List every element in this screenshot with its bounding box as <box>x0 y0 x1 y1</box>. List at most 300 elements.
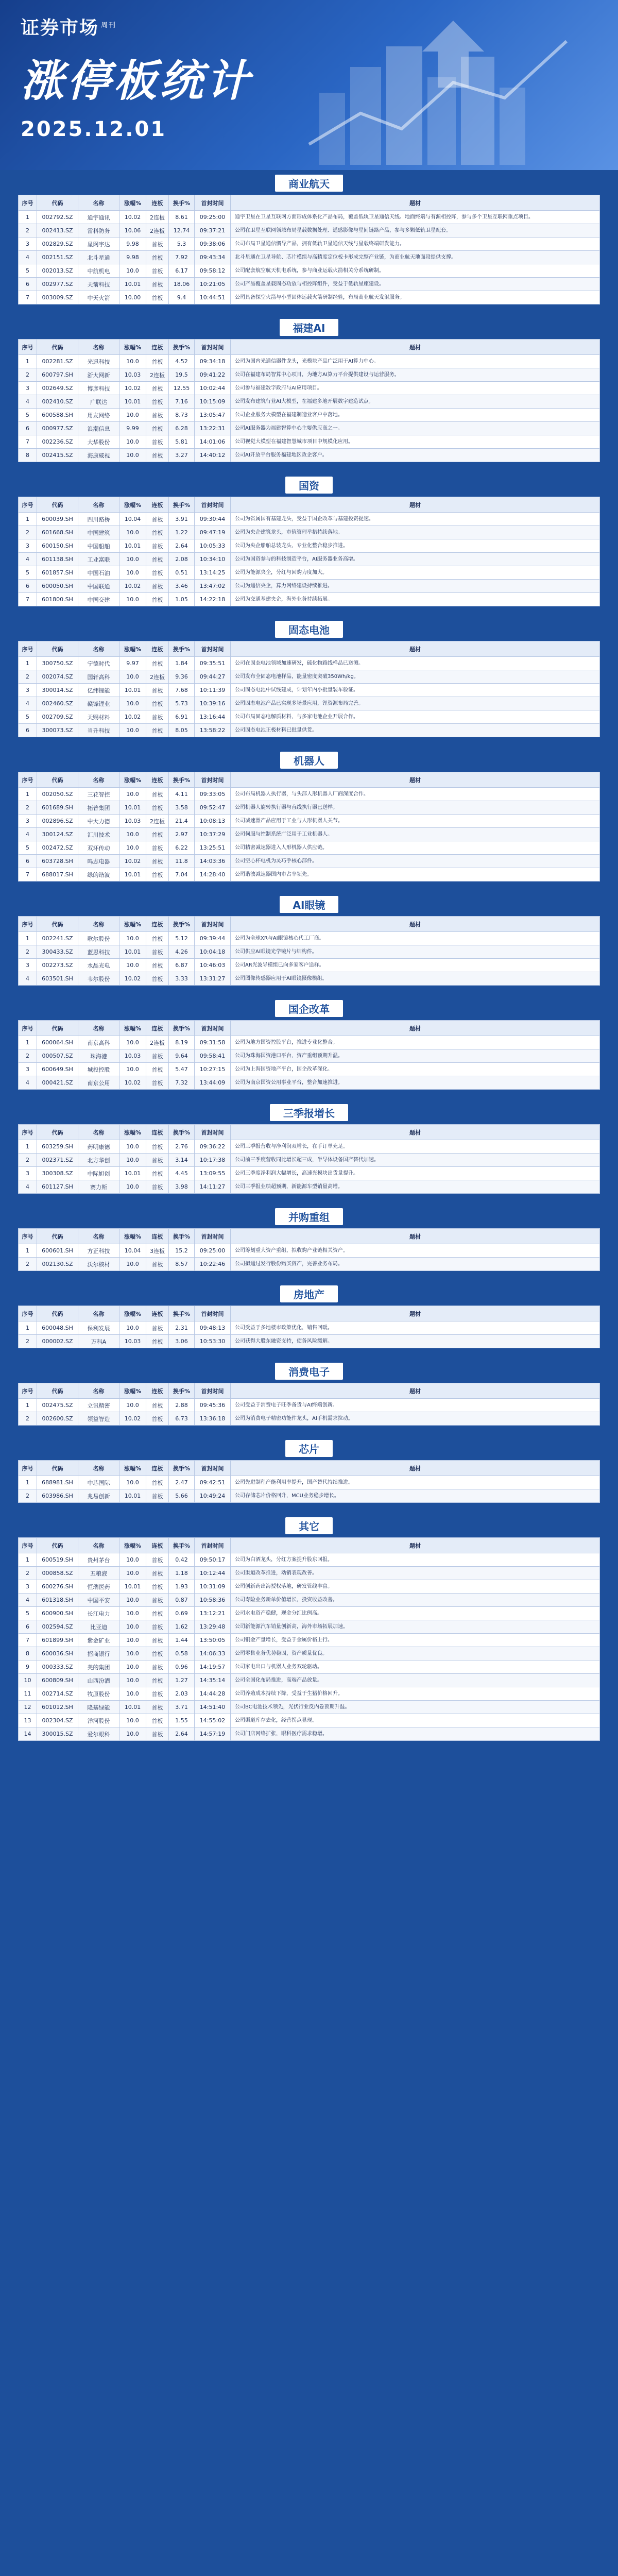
table-cell: 珠海港 <box>78 1049 119 1063</box>
reason-cell: 公司为地方国资控股平台，推进专业化整合。 <box>231 1036 600 1049</box>
reason-cell: 公司伺服与控制系统广泛用于工业机器人。 <box>231 828 600 841</box>
table-cell: 3.14 <box>169 1154 195 1167</box>
theme-section <box>16 1204 602 1273</box>
reason-cell: 公司水电资产稳健，现金分红比例高。 <box>231 1607 600 1620</box>
table-cell: 2连板 <box>146 1036 169 1049</box>
table-cell: 600064.SH <box>37 1036 78 1049</box>
limit-up-table <box>18 1124 600 1194</box>
table-cell: 2 <box>19 1154 37 1167</box>
table-row <box>19 801 600 815</box>
reason-cell: 公司配套航空航天机电系统，参与商业运载火箭相关分系统研制。 <box>231 264 600 278</box>
table-cell: 13:14:25 <box>195 566 231 580</box>
table-row <box>19 959 600 972</box>
column-header: 换手% <box>169 340 195 355</box>
table-cell: 09:25:00 <box>195 1244 231 1258</box>
table-cell: 1 <box>19 211 37 224</box>
table-cell: 09:39:44 <box>195 932 231 945</box>
reason-cell: 公司视觉大模型在福建智慧城市项目中规模化应用。 <box>231 435 600 449</box>
table-cell: 首板 <box>146 657 169 670</box>
limit-up-table <box>18 339 600 462</box>
table-cell: 10.02 <box>119 972 146 986</box>
table-cell: 蓝思科技 <box>78 945 119 959</box>
column-header: 代码 <box>37 195 78 211</box>
reason-cell: 公司产品覆盖星载固态功放与相控阵组件，受益于低轨星座建设。 <box>231 278 600 291</box>
reason-cell: 公司三季报营收与净利润双增长，在手订单充足。 <box>231 1140 600 1154</box>
table-cell: 10.0 <box>119 435 146 449</box>
limit-up-table <box>18 1460 600 1503</box>
table-cell: 4 <box>19 828 37 841</box>
reason-cell: 公司发布全固态电池样品，能量密度突破350Wh/kg。 <box>231 670 600 684</box>
table-cell: 10.0 <box>119 264 146 278</box>
table-row <box>19 395 600 409</box>
table-cell: 7 <box>19 593 37 606</box>
table-cell: 3.91 <box>169 513 195 526</box>
column-header: 首封时间 <box>195 1383 231 1399</box>
table-cell: 1 <box>19 788 37 801</box>
limit-up-table <box>18 641 600 737</box>
column-header: 涨幅% <box>119 1306 146 1321</box>
reason-cell: 公司为央企船舶总装龙头，专业化整合稳步推进。 <box>231 539 600 553</box>
reason-cell: 公司具备探空火箭与小型固体运载火箭研制经验，布局商业航天发射服务。 <box>231 291 600 304</box>
table-cell: 中际旭创 <box>78 1167 119 1180</box>
table-row <box>19 1674 600 1687</box>
table-cell: 首板 <box>146 382 169 395</box>
table-cell: 雷科防务 <box>78 224 119 238</box>
table-cell: 10:31:09 <box>195 1580 231 1594</box>
table-cell: 5 <box>19 1607 37 1620</box>
table-row <box>19 355 600 368</box>
table-cell: 8 <box>19 1647 37 1660</box>
table-cell: 2.31 <box>169 1321 195 1335</box>
table-cell: 300433.SZ <box>37 945 78 959</box>
reason-cell: 公司新能源汽车销量创新高，海外市场拓展加速。 <box>231 1620 600 1634</box>
table-cell: 09:25:00 <box>195 211 231 224</box>
table-cell: 广联达 <box>78 395 119 409</box>
table-cell: 1.84 <box>169 657 195 670</box>
table-cell: 赛力斯 <box>78 1180 119 1194</box>
table-cell: 002236.SZ <box>37 435 78 449</box>
column-header: 涨幅% <box>119 1538 146 1553</box>
table-cell: 5 <box>19 264 37 278</box>
table-cell: 3.46 <box>169 580 195 593</box>
reason-cell: 公司为交通基建央企，海外业务持续拓展。 <box>231 593 600 606</box>
table-cell: 14:35:14 <box>195 1674 231 1687</box>
table-cell: 2连板 <box>146 211 169 224</box>
table-cell: 11 <box>19 1687 37 1701</box>
table-cell: 5.12 <box>169 932 195 945</box>
reason-cell: 公司为全球XR与AI眼镜核心代工厂商。 <box>231 932 600 945</box>
table-cell: 首板 <box>146 1620 169 1634</box>
column-header: 代码 <box>37 1125 78 1140</box>
table-cell: 首板 <box>146 1076 169 1090</box>
table-cell: 10.0 <box>119 553 146 566</box>
table-cell: 10.03 <box>119 1049 146 1063</box>
table-cell: 首板 <box>146 841 169 855</box>
reason-cell: 公司为国内光通信器件龙头，光模块产品广泛用于AI算力中心。 <box>231 355 600 368</box>
table-cell: 09:50:17 <box>195 1553 231 1567</box>
table-cell: 8.05 <box>169 724 195 737</box>
table-cell: 星网宇达 <box>78 238 119 251</box>
table-cell: 002151.SZ <box>37 251 78 264</box>
table-cell: 002460.SZ <box>37 697 78 710</box>
reason-cell: 公司渠道改革推进，动销表现改善。 <box>231 1567 600 1580</box>
table-cell: 10.0 <box>119 1647 146 1660</box>
column-header: 名称 <box>78 1383 119 1399</box>
table-cell: 2.47 <box>169 1476 195 1489</box>
table-row <box>19 1476 600 1489</box>
table-cell: 10.0 <box>119 670 146 684</box>
table-cell: 7.32 <box>169 1076 195 1090</box>
table-cell: 14 <box>19 1727 37 1741</box>
table-cell: 2连板 <box>146 815 169 828</box>
table-cell: 09:38:06 <box>195 238 231 251</box>
table-cell: 600601.SH <box>37 1244 78 1258</box>
table-cell: 海康威视 <box>78 449 119 462</box>
table-cell: 6 <box>19 422 37 435</box>
column-header: 题材 <box>231 641 600 657</box>
reason-cell: 公司全国化布局推进，高端产品放量。 <box>231 1674 600 1687</box>
reason-cell: 公司布局卫星通信惯导产品，拥有低轨卫星通信天线与星载终端研发能力。 <box>231 238 600 251</box>
table-cell: 2.88 <box>169 1399 195 1412</box>
table-cell: 首板 <box>146 539 169 553</box>
table-row <box>19 670 600 684</box>
table-cell: 14:03:36 <box>195 855 231 868</box>
reason-cell: 公司企业服务大模型在福建制造业客户中落地。 <box>231 409 600 422</box>
reason-cell: 公司为南京国资公用事业平台，整合加速推进。 <box>231 1076 600 1090</box>
table-cell: 6 <box>19 278 37 291</box>
table-cell: 09:48:13 <box>195 1321 231 1335</box>
theme-section <box>16 747 602 883</box>
reason-cell: 公司固态电池产品已实现多场景应用，锂资源布局完善。 <box>231 697 600 710</box>
column-header: 名称 <box>78 195 119 211</box>
table-cell: 立讯精密 <box>78 1399 119 1412</box>
section-title: AI眼镜 <box>18 893 600 916</box>
table-cell: 4 <box>19 1594 37 1607</box>
table-cell: 002472.SZ <box>37 841 78 855</box>
reason-cell: 通宇卫星在卫星互联网方面形成体系化产品布局，覆盖低轨卫星通信天线、地面终端与有源相控阵，参与多个卫星互联网重点项目。 <box>231 211 600 224</box>
table-cell: 14:19:57 <box>195 1660 231 1674</box>
table-cell: 10.0 <box>119 409 146 422</box>
table-cell: 000858.SZ <box>37 1567 78 1580</box>
table-row <box>19 1687 600 1701</box>
reason-cell: 公司拟通过发行股份购买资产，完善业务布局。 <box>231 1258 600 1271</box>
table-cell: 10.0 <box>119 1567 146 1580</box>
table-cell: 1 <box>19 1140 37 1154</box>
theme-section <box>16 1358 602 1427</box>
table-cell: 2 <box>19 526 37 539</box>
table-cell: 首板 <box>146 580 169 593</box>
table-cell: 8.57 <box>169 1258 195 1271</box>
column-header: 连板 <box>146 1229 169 1244</box>
table-cell: 13:29:48 <box>195 1620 231 1634</box>
table-cell: 首板 <box>146 1335 169 1348</box>
table-cell: 15.2 <box>169 1244 195 1258</box>
table-cell: 6.87 <box>169 959 195 972</box>
table-row <box>19 291 600 304</box>
table-row <box>19 1701 600 1714</box>
table-cell: 002829.SZ <box>37 238 78 251</box>
table-cell: 中国交建 <box>78 593 119 606</box>
table-cell: 002074.SZ <box>37 670 78 684</box>
table-cell: 首板 <box>146 593 169 606</box>
reason-cell: 公司为消费电子精密功能件龙头，AI手机需求拉动。 <box>231 1412 600 1426</box>
column-header: 名称 <box>78 641 119 657</box>
table-cell: 600649.SH <box>37 1063 78 1076</box>
table-row <box>19 1580 600 1594</box>
section-title: 机器人 <box>18 749 600 772</box>
table-row <box>19 1489 600 1503</box>
table-cell: 2 <box>19 1567 37 1580</box>
table-cell: 4.45 <box>169 1167 195 1180</box>
table-cell: 6 <box>19 724 37 737</box>
table-cell: 首板 <box>146 1727 169 1741</box>
table-cell: 002896.SZ <box>37 815 78 828</box>
table-cell: 五粮液 <box>78 1567 119 1580</box>
table-cell: 爱尔眼科 <box>78 1727 119 1741</box>
table-cell: 首板 <box>146 959 169 972</box>
table-cell: 隆基绿能 <box>78 1701 119 1714</box>
table-cell: 中国建筑 <box>78 526 119 539</box>
table-cell: 10.0 <box>119 1714 146 1727</box>
table-cell: 003009.SZ <box>37 291 78 304</box>
column-header: 换手% <box>169 1125 195 1140</box>
column-header: 代码 <box>37 1383 78 1399</box>
table-row <box>19 1258 600 1271</box>
column-header: 序号 <box>19 1538 37 1553</box>
table-cell: 10:11:39 <box>195 684 231 697</box>
table-cell: 赣锋锂业 <box>78 697 119 710</box>
table-cell: 中天火箭 <box>78 291 119 304</box>
table-cell: 10:37:29 <box>195 828 231 841</box>
table-cell: 002130.SZ <box>37 1258 78 1271</box>
column-header: 换手% <box>169 917 195 932</box>
table-cell: 2 <box>19 368 37 382</box>
table-cell: 7 <box>19 1634 37 1647</box>
table-cell: 18.06 <box>169 278 195 291</box>
table-cell: 10.0 <box>119 724 146 737</box>
table-row <box>19 251 600 264</box>
column-header: 序号 <box>19 1306 37 1321</box>
table-cell: 首板 <box>146 697 169 710</box>
table-cell: 10.01 <box>119 684 146 697</box>
table-cell: 2 <box>19 801 37 815</box>
column-header: 题材 <box>231 1461 600 1476</box>
reason-cell: 公司谐波减速器国内市占率领先。 <box>231 868 600 882</box>
reason-cell: 公司三季度净利润大幅增长，高速光模块出货量提升。 <box>231 1167 600 1180</box>
table-cell: 10.0 <box>119 1634 146 1647</box>
column-header: 换手% <box>169 1383 195 1399</box>
limit-up-table <box>18 1537 600 1741</box>
table-cell: 10:44:51 <box>195 291 231 304</box>
table-cell: 14:51:40 <box>195 1701 231 1714</box>
column-header: 涨幅% <box>119 340 146 355</box>
table-cell: 10.01 <box>119 1489 146 1503</box>
table-cell: 1 <box>19 1244 37 1258</box>
table-cell: 9.64 <box>169 1049 195 1063</box>
table-cell: 4.52 <box>169 355 195 368</box>
table-cell: 0.69 <box>169 1607 195 1620</box>
table-cell: 首板 <box>146 684 169 697</box>
table-cell: 0.58 <box>169 1647 195 1660</box>
table-cell: 1 <box>19 1036 37 1049</box>
table-cell: 天箭科技 <box>78 278 119 291</box>
table-cell: 10.02 <box>119 710 146 724</box>
table-cell: 2连板 <box>146 368 169 382</box>
table-cell: 2 <box>19 224 37 238</box>
table-cell: 4 <box>19 1180 37 1194</box>
reason-cell: 公司固态电池中试线建成，计划年内小批量装车验证。 <box>231 684 600 697</box>
table-cell: 10.02 <box>119 1412 146 1426</box>
table-cell: 13:58:22 <box>195 724 231 737</box>
table-row <box>19 526 600 539</box>
table-cell: 688017.SH <box>37 868 78 882</box>
table-cell: 首板 <box>146 801 169 815</box>
table-cell: 10.01 <box>119 868 146 882</box>
table-row <box>19 788 600 801</box>
table-row <box>19 868 600 882</box>
table-cell: 10.01 <box>119 278 146 291</box>
table-cell: 博彦科技 <box>78 382 119 395</box>
table-cell: 601138.SH <box>37 553 78 566</box>
table-cell: 3.58 <box>169 801 195 815</box>
table-cell: 603501.SH <box>37 972 78 986</box>
column-header: 连板 <box>146 1538 169 1553</box>
table-cell: 绿的谐波 <box>78 868 119 882</box>
table-cell: 首板 <box>146 264 169 278</box>
column-header: 涨幅% <box>119 772 146 788</box>
reason-cell: 公司门店网络扩张，眼科医疗需求稳增。 <box>231 1727 600 1741</box>
table-cell: 1.93 <box>169 1580 195 1594</box>
table-cell: 002475.SZ <box>37 1399 78 1412</box>
column-header: 代码 <box>37 641 78 657</box>
table-cell: 603728.SH <box>37 855 78 868</box>
table-cell: 首板 <box>146 526 169 539</box>
reason-cell: 公司AI开放平台服务福建地区政企客户。 <box>231 449 600 462</box>
table-cell: 9.36 <box>169 670 195 684</box>
table-cell: 600150.SH <box>37 539 78 553</box>
table-cell: 19.5 <box>169 368 195 382</box>
column-header: 首封时间 <box>195 772 231 788</box>
table-cell: 首板 <box>146 1049 169 1063</box>
column-header: 涨幅% <box>119 917 146 932</box>
table-cell: 2 <box>19 1335 37 1348</box>
table-cell: 首板 <box>146 1580 169 1594</box>
table-row <box>19 566 600 580</box>
table-cell: 鸣志电器 <box>78 855 119 868</box>
table-cell: 603986.SH <box>37 1489 78 1503</box>
table-cell: 首板 <box>146 449 169 462</box>
column-header: 涨幅% <box>119 1383 146 1399</box>
table-cell: 002594.SZ <box>37 1620 78 1634</box>
table-cell: 5.3 <box>169 238 195 251</box>
column-header: 题材 <box>231 772 600 788</box>
table-cell: 6.28 <box>169 422 195 435</box>
table-row <box>19 513 600 526</box>
theme-section <box>16 891 602 987</box>
table-cell: 8 <box>19 449 37 462</box>
table-cell: 3.27 <box>169 449 195 462</box>
table-cell: 城投控股 <box>78 1063 119 1076</box>
reason-cell: 公司受益于消费电子旺季备货与AI终端创新。 <box>231 1399 600 1412</box>
table-cell: 300124.SZ <box>37 828 78 841</box>
table-cell: 药明康德 <box>78 1140 119 1154</box>
column-header: 涨幅% <box>119 1229 146 1244</box>
section-title: 其它 <box>18 1514 600 1537</box>
table-cell: 招商银行 <box>78 1647 119 1660</box>
table-cell: 10.0 <box>119 1594 146 1607</box>
column-header: 名称 <box>78 1306 119 1321</box>
table-cell: 601899.SH <box>37 1634 78 1647</box>
column-header: 涨幅% <box>119 641 146 657</box>
column-header: 序号 <box>19 1383 37 1399</box>
limit-up-table <box>18 916 600 986</box>
reason-cell: 公司为上海国资地产平台，国企改革深化。 <box>231 1063 600 1076</box>
table-cell: 比亚迪 <box>78 1620 119 1634</box>
table-cell: 拓普集团 <box>78 801 119 815</box>
column-header: 换手% <box>169 497 195 513</box>
table-cell: 09:47:19 <box>195 526 231 539</box>
table-cell: 13:16:44 <box>195 710 231 724</box>
limit-up-table <box>18 195 600 304</box>
table-cell: 亿纬锂能 <box>78 684 119 697</box>
column-header: 名称 <box>78 772 119 788</box>
table-cell: 5.81 <box>169 435 195 449</box>
table-row <box>19 932 600 945</box>
column-header: 名称 <box>78 340 119 355</box>
table-cell: 6 <box>19 1620 37 1634</box>
table-row <box>19 1049 600 1063</box>
table-cell: 首板 <box>146 1258 169 1271</box>
table-cell: 002281.SZ <box>37 355 78 368</box>
column-header: 序号 <box>19 917 37 932</box>
table-cell: 1.27 <box>169 1674 195 1687</box>
table-cell: 1.62 <box>169 1620 195 1634</box>
table-cell: 10:53:30 <box>195 1335 231 1348</box>
table-cell: 光迅科技 <box>78 355 119 368</box>
table-row <box>19 815 600 828</box>
table-cell: 002977.SZ <box>37 278 78 291</box>
table-cell: 2 <box>19 945 37 959</box>
table-cell: 10:58:36 <box>195 1594 231 1607</box>
table-cell: 9.98 <box>119 251 146 264</box>
table-row <box>19 1076 600 1090</box>
reason-cell: 公司为白酒龙头，分红方案提升股东回报。 <box>231 1553 600 1567</box>
table-cell: 3 <box>19 959 37 972</box>
reason-cell: 公司前三季度营收同比增长超三成，半导体设备国产替代加速。 <box>231 1154 600 1167</box>
table-cell: 2连板 <box>146 670 169 684</box>
table-cell: 10.01 <box>119 1580 146 1594</box>
table-cell: 10.0 <box>119 932 146 945</box>
table-cell: 首板 <box>146 1140 169 1154</box>
table-cell: 13 <box>19 1714 37 1727</box>
city-skyline-icon <box>299 10 587 165</box>
table-cell: 汇川技术 <box>78 828 119 841</box>
column-header: 题材 <box>231 1229 600 1244</box>
limit-up-table <box>18 1306 600 1348</box>
column-header: 连板 <box>146 917 169 932</box>
table-cell: 13:22:31 <box>195 422 231 435</box>
table-cell: 10:15:09 <box>195 395 231 409</box>
table-cell: 北斗星通 <box>78 251 119 264</box>
table-cell: 0.42 <box>169 1553 195 1567</box>
table-cell: 3 <box>19 382 37 395</box>
table-cell: 002709.SZ <box>37 710 78 724</box>
column-header: 代码 <box>37 1306 78 1321</box>
table-cell: 600039.SH <box>37 513 78 526</box>
table-cell: 14:57:19 <box>195 1727 231 1741</box>
table-cell: 工业富联 <box>78 553 119 566</box>
column-header: 连板 <box>146 195 169 211</box>
